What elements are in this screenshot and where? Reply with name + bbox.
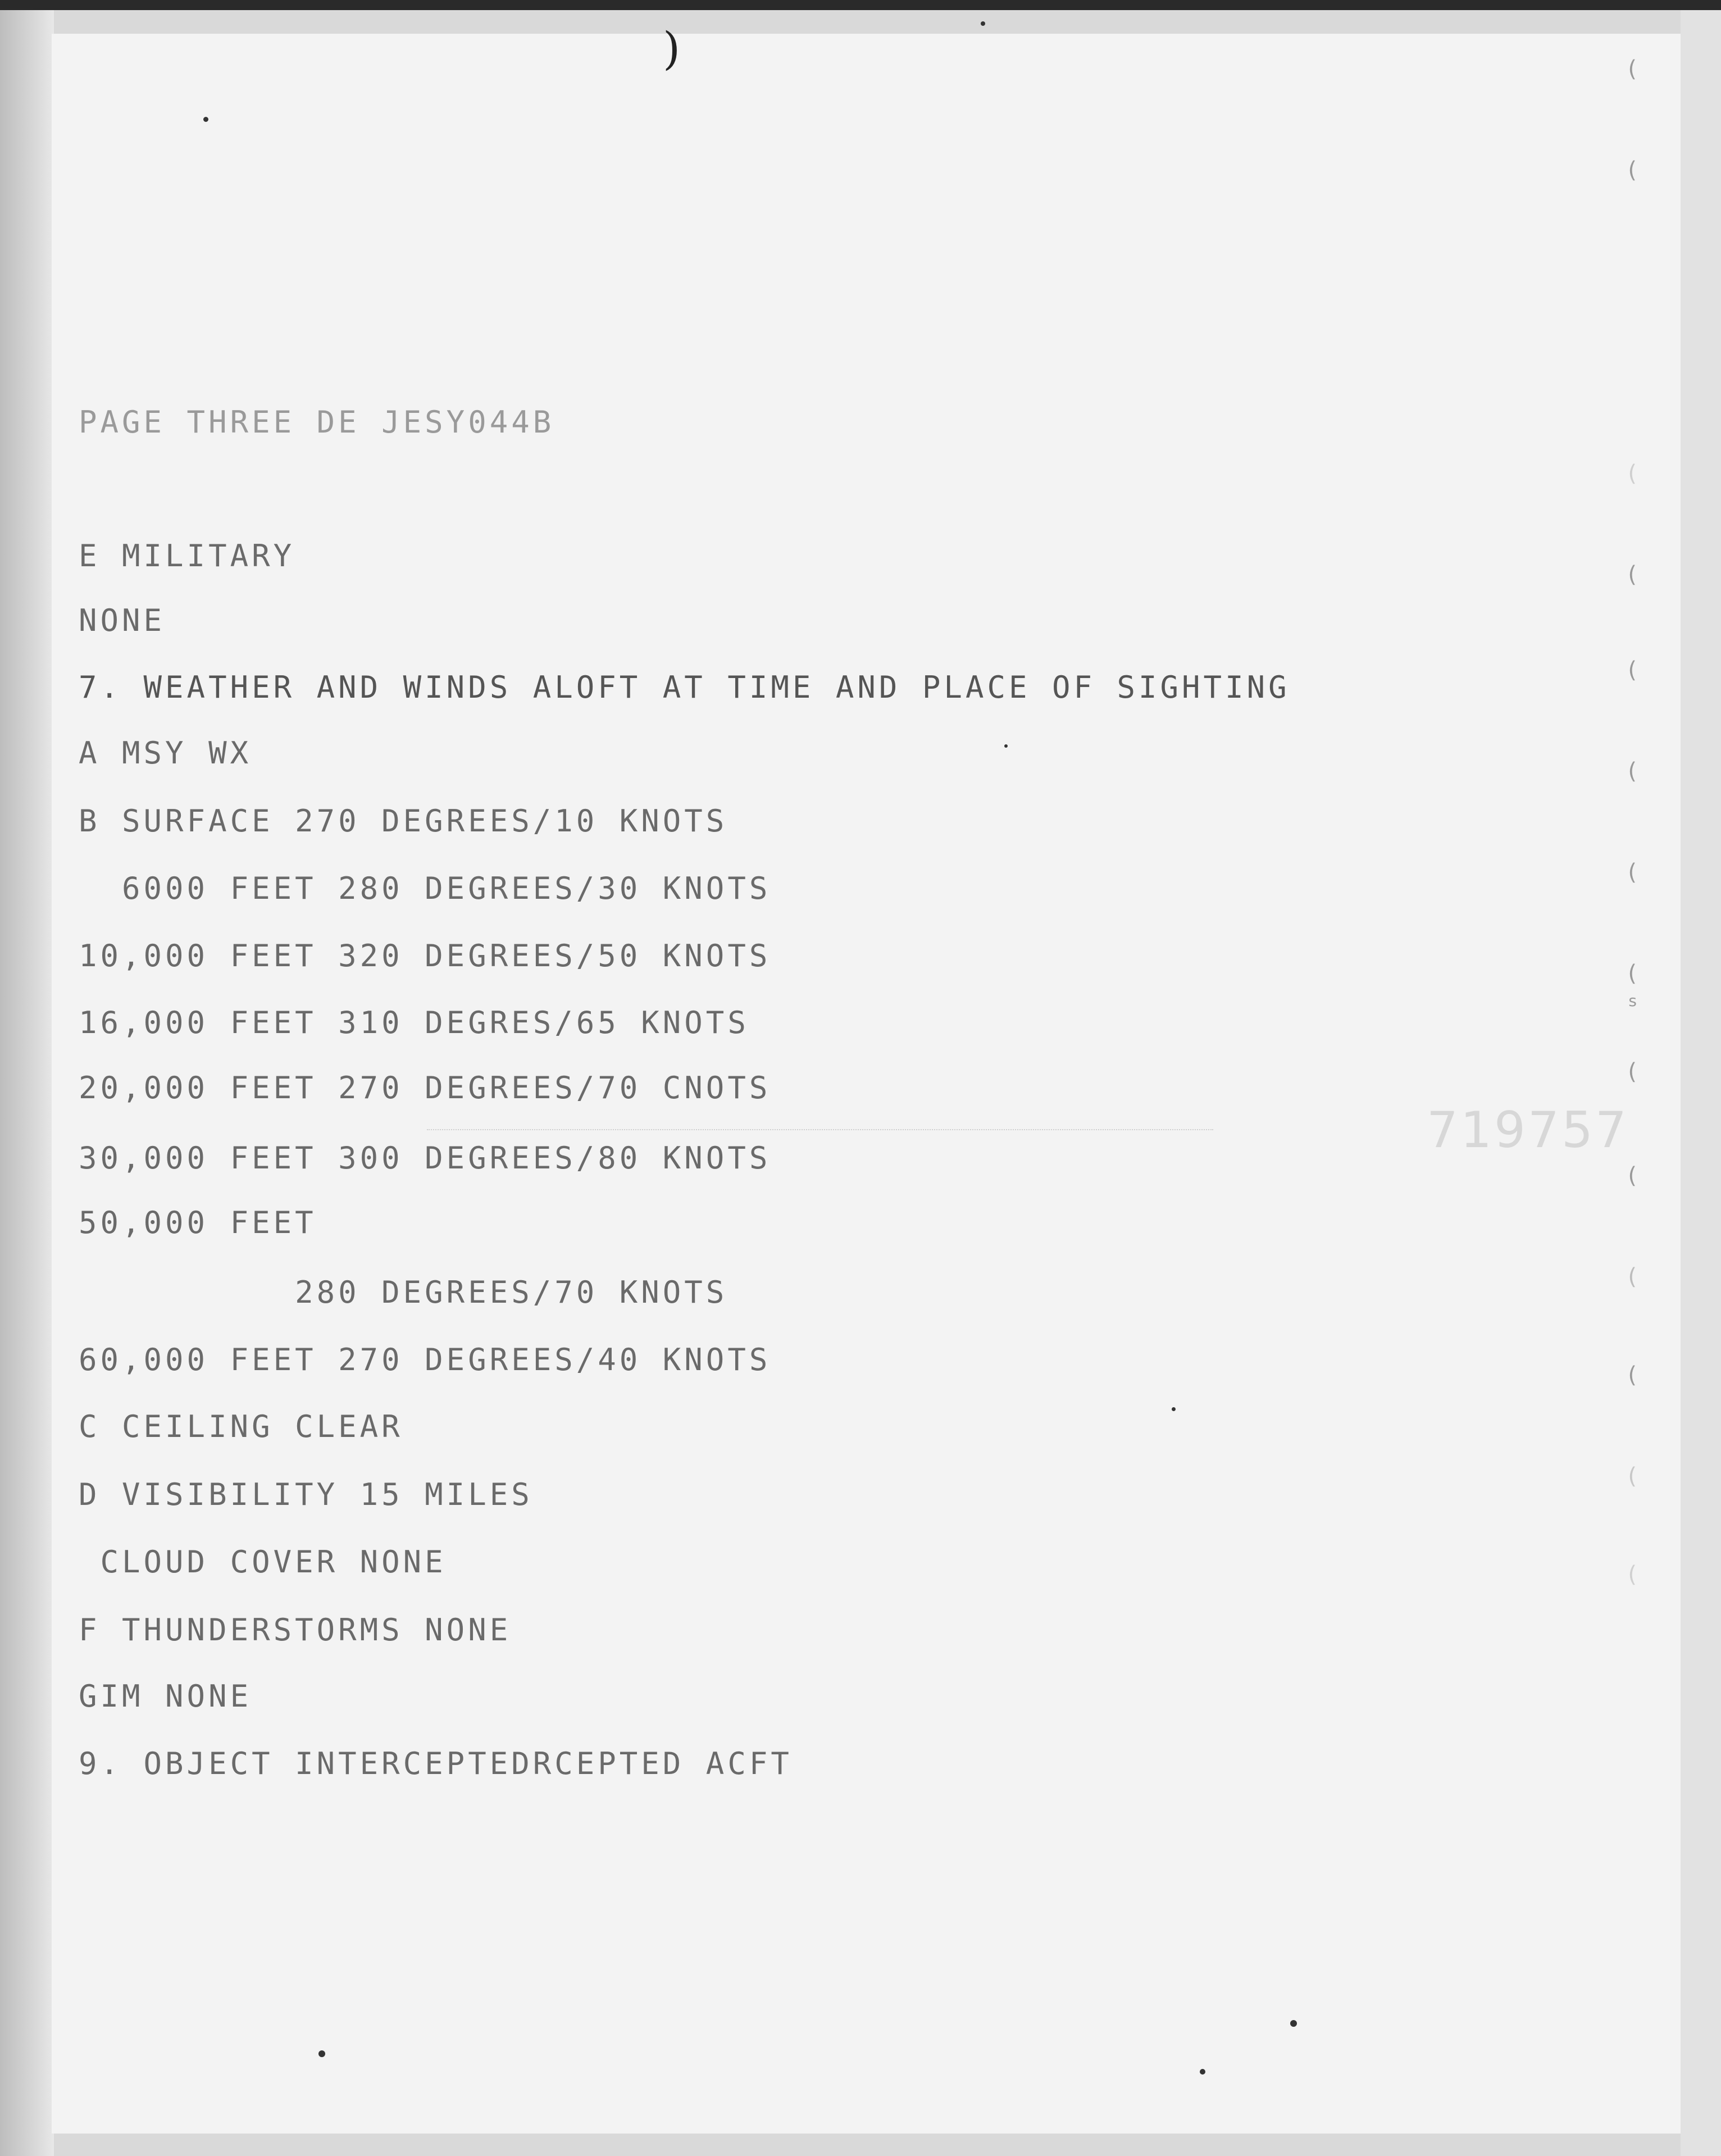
dust-speck (1004, 744, 1008, 748)
doc-line: GIM NONE (79, 1679, 252, 1714)
doc-line: E MILITARY (79, 538, 295, 574)
doc-line: C CEILING CLEAR (79, 1409, 403, 1444)
doc-line: 9. OBJECT INTERCEPTEDRCEPTED ACFT (79, 1746, 793, 1781)
dust-speck (203, 117, 208, 122)
margin-stamp-number: 719757 (1427, 1101, 1629, 1159)
punch-hole-mark: ( (1628, 461, 1637, 486)
dust-speck (1172, 1407, 1176, 1411)
doc-line: 280 DEGREES/70 KNOTS (79, 1275, 728, 1310)
punch-hole-mark: ( (1628, 56, 1637, 82)
film-edge-top (0, 0, 1721, 10)
doc-line: 30,000 FEET 300 DEGREES/80 KNOTS (79, 1140, 771, 1176)
doc-line: 16,000 FEET 310 DEGRES/65 KNOTS (79, 1005, 749, 1040)
doc-line: D VISIBILITY 15 MILES (79, 1477, 533, 1512)
doc-line: 60,000 FEET 270 DEGREES/40 KNOTS (79, 1342, 771, 1377)
punch-hole-mark: ( (1628, 1463, 1637, 1489)
punch-hole-mark: ( (1628, 1562, 1637, 1588)
doc-line: 10,000 FEET 320 DEGREES/50 KNOTS (79, 938, 771, 974)
margin-letter: s (1628, 991, 1637, 1010)
doc-line: F THUNDERSTORMS NONE (79, 1612, 512, 1648)
doc-line: 50,000 FEET (79, 1205, 317, 1240)
doc-line: 20,000 FEET 270 DEGREES/70 CNOTS (79, 1070, 771, 1106)
film-edge-left (0, 0, 54, 2156)
doc-line: A MSY WX (79, 735, 252, 771)
doc-line: CLOUD COVER NONE (79, 1544, 447, 1580)
dust-speck (1290, 2020, 1297, 2027)
punch-hole-mark: ( (1628, 859, 1637, 885)
handwritten-mark: ) (663, 22, 681, 75)
punch-hole-mark: ( (1628, 1362, 1637, 1388)
punch-hole-mark: ( (1628, 1264, 1637, 1290)
page-header: PAGE THREE DE JESY044B (79, 404, 555, 440)
punch-hole-mark: ( (1628, 1163, 1637, 1189)
dotted-rule (427, 1129, 1213, 1130)
section-heading: 7. WEATHER AND WINDS ALOFT AT TIME AND PLACE OF SIGHTING (79, 670, 1290, 705)
dust-speck (318, 2050, 325, 2057)
film-edge-right (1681, 0, 1721, 2156)
punch-hole-mark: ( (1628, 562, 1637, 588)
punch-hole-mark: ( (1628, 961, 1637, 986)
doc-line: B SURFACE 270 DEGREES/10 KNOTS (79, 803, 728, 839)
dust-speck (981, 21, 985, 26)
punch-hole-mark: ( (1628, 758, 1637, 784)
punch-hole-mark: ( (1628, 1059, 1637, 1085)
dust-speck (1200, 2069, 1205, 2075)
doc-line: 6000 FEET 280 DEGREES/30 KNOTS (79, 871, 771, 906)
doc-line: NONE (79, 603, 166, 638)
punch-hole-mark: ( (1628, 157, 1637, 183)
punch-hole-mark: ( (1628, 657, 1637, 683)
